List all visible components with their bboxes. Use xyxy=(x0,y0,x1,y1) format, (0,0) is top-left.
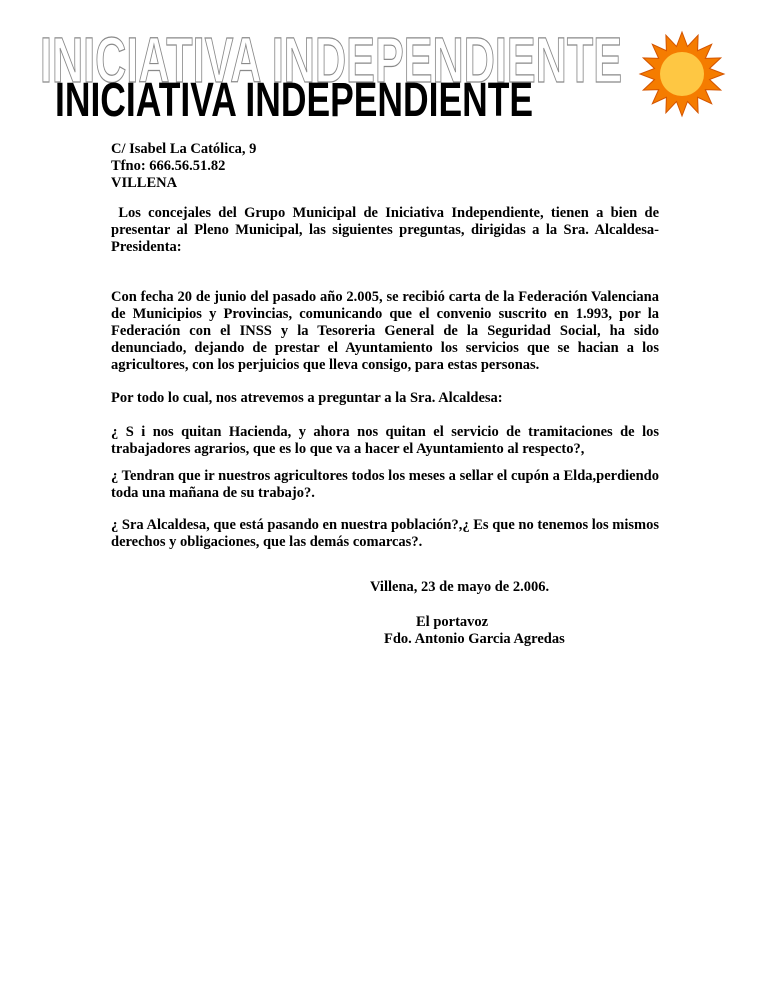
main-paragraph: Con fecha 20 de junio del pasado año 2.005, se recibió carta de la Federación Valenciana de Municipios y Provincias, comunicando que el convenio suscrito en 1.993, por la Federación con el INSS y la Tesoreria General de la Seguridad Social, ha sido denunciado, dejando de prestar el Ayuntamiento los servicios que se hacian a los agricultores, con los perjuicios que lleva consigo, para estas personas. xyxy=(111,289,659,373)
intro-paragraph: Los concejales del Grupo Municipal de Iniciativa Independiente, tienen a bien de presentar al Pleno Municipal, las siguientes preguntas, dirigidas a la Sra. Alcaldesa-Presidenta: xyxy=(111,205,663,255)
signature-date: Villena, 23 de mayo de 2.006. xyxy=(370,579,550,595)
address-city: VILLENA xyxy=(111,175,178,191)
address-block xyxy=(111,141,659,192)
sun-burst-icon xyxy=(640,32,724,116)
address-phone: Tfno: 666.56.51.82 xyxy=(111,158,226,174)
signature-name: Fdo. Antonio Garcia Agredas xyxy=(384,631,565,647)
address-street: C/ Isabel La Católica, 9 xyxy=(111,141,257,157)
header-logo xyxy=(0,0,768,140)
logo-text: INICIATIVA INDEPENDIENTE xyxy=(55,74,533,127)
question-2: ¿ Tendran que ir nuestros agricultores todos los meses a sellar el cupón a Elda,perdiendo toda una mañana de su trabajo?. xyxy=(111,468,659,501)
question-1: ¿ S i nos quitan Hacienda, y ahora nos quitan el servicio de tramitaciones de los trabajadores agrarios, que es lo que va a hacer el Ayuntamiento al respecto?, xyxy=(111,424,659,457)
logo-text-shadow: INICIATIVA INDEPENDIENTE xyxy=(40,24,622,96)
question-intro: Por todo lo cual, nos atrevemos a preguntar a la Sra. Alcaldesa: xyxy=(111,390,503,406)
signature-role: El portavoz xyxy=(416,614,489,630)
question-3: ¿ Sra Alcaldesa, que está pasando en nuestra población?,¿ Es que no tenemos los mismos derechos y obligaciones, que las demás comarcas?. xyxy=(111,517,659,550)
